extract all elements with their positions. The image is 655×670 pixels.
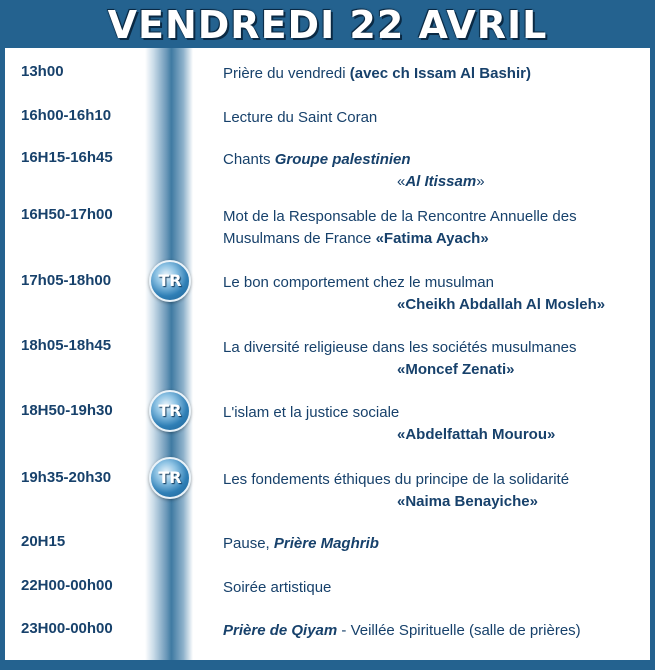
schedule-time: 17h05-18h00 bbox=[21, 272, 112, 289]
schedule-time: 16H15-16h45 bbox=[21, 149, 113, 166]
schedule-time: 13h00 bbox=[21, 63, 64, 80]
desc-segment: «Cheikh Abdallah Al Mosleh» bbox=[397, 296, 606, 313]
schedule-time: 18H50-19h30 bbox=[21, 402, 113, 419]
desc-segment: L'islam et la justice sociale bbox=[223, 404, 400, 421]
description-line bbox=[223, 620, 581, 642]
decorative-band bbox=[145, 48, 193, 660]
page-title: VENDREDI 22 AVRIL bbox=[107, 3, 548, 47]
desc-segment: Prière de Qiyam bbox=[223, 622, 338, 639]
schedule-time: 16h00-16h10 bbox=[21, 107, 112, 124]
desc-segment: « bbox=[397, 173, 406, 190]
schedule-description bbox=[223, 272, 605, 316]
description-line bbox=[223, 228, 577, 250]
schedule-time: 18h05-18h45 bbox=[21, 337, 112, 354]
translation-badge-icon: TR bbox=[149, 390, 191, 432]
schedule-time: 16H50-17h00 bbox=[21, 206, 113, 223]
schedule-description bbox=[223, 337, 577, 381]
desc-segment: Les fondements éthiques du principe de la solidarité bbox=[223, 471, 570, 488]
description-line bbox=[223, 533, 379, 555]
description-line bbox=[223, 337, 577, 359]
desc-segment: «Abdelfattah Mourou» bbox=[397, 426, 556, 443]
translation-badge-icon: TR bbox=[149, 457, 191, 499]
desc-segment: Groupe palestinien bbox=[274, 151, 411, 168]
schedule-description bbox=[223, 63, 531, 85]
description-line bbox=[223, 272, 605, 294]
description-line bbox=[223, 206, 577, 228]
description-line bbox=[223, 469, 569, 491]
schedule-description bbox=[223, 402, 555, 446]
schedule-time: 23H00-00h00 bbox=[21, 620, 113, 637]
schedule-description bbox=[223, 620, 581, 642]
desc-segment: Prière Maghrib bbox=[273, 535, 379, 552]
description-line bbox=[223, 149, 485, 171]
schedule-description bbox=[223, 533, 379, 555]
desc-segment: Al Itissam bbox=[405, 173, 477, 190]
desc-segment: Lecture du Saint Coran bbox=[223, 109, 378, 126]
desc-segment: Soirée artistique bbox=[223, 579, 332, 596]
desc-segment: - Veillée Spirituelle (salle de prières) bbox=[337, 622, 581, 639]
schedule-description bbox=[223, 149, 485, 193]
schedule-time: 20H15 bbox=[21, 533, 66, 550]
schedule-description bbox=[223, 107, 377, 129]
schedule-description bbox=[223, 206, 577, 250]
desc-segment: La diversité religieuse dans les sociétés musulmanes bbox=[223, 339, 577, 356]
desc-segment: Pause, bbox=[223, 535, 274, 552]
speaker-line bbox=[223, 294, 605, 316]
description-line bbox=[223, 107, 377, 129]
schedule-panel bbox=[5, 48, 650, 660]
translation-badge-icon: TR bbox=[149, 260, 191, 302]
speaker-line bbox=[223, 171, 485, 193]
desc-segment: Chants bbox=[223, 151, 275, 168]
desc-segment: » bbox=[476, 173, 485, 190]
schedule-description bbox=[223, 469, 569, 513]
schedule-time: 22H00-00h00 bbox=[21, 577, 113, 594]
speaker-line bbox=[223, 424, 555, 446]
schedule-description bbox=[223, 577, 331, 599]
schedule-time: 19h35-20h30 bbox=[21, 469, 112, 486]
desc-segment: «Fatima Ayach» bbox=[375, 230, 489, 247]
desc-segment: «Moncef Zenati» bbox=[397, 361, 515, 378]
desc-segment: (avec ch Issam Al Bashir) bbox=[349, 65, 531, 82]
description-line bbox=[223, 577, 331, 599]
speaker-line bbox=[223, 359, 577, 381]
desc-segment: Le bon comportement chez le musulman bbox=[223, 274, 494, 291]
desc-segment: Musulmans de France bbox=[223, 230, 376, 247]
description-line bbox=[223, 402, 555, 424]
speaker-line bbox=[223, 491, 569, 513]
desc-segment: Mot de la Responsable de la Rencontre Annuelle des bbox=[223, 208, 577, 225]
desc-segment: «Naima Benayiche» bbox=[397, 493, 538, 510]
description-line bbox=[223, 63, 531, 85]
desc-segment: Prière du vendredi bbox=[223, 65, 350, 82]
